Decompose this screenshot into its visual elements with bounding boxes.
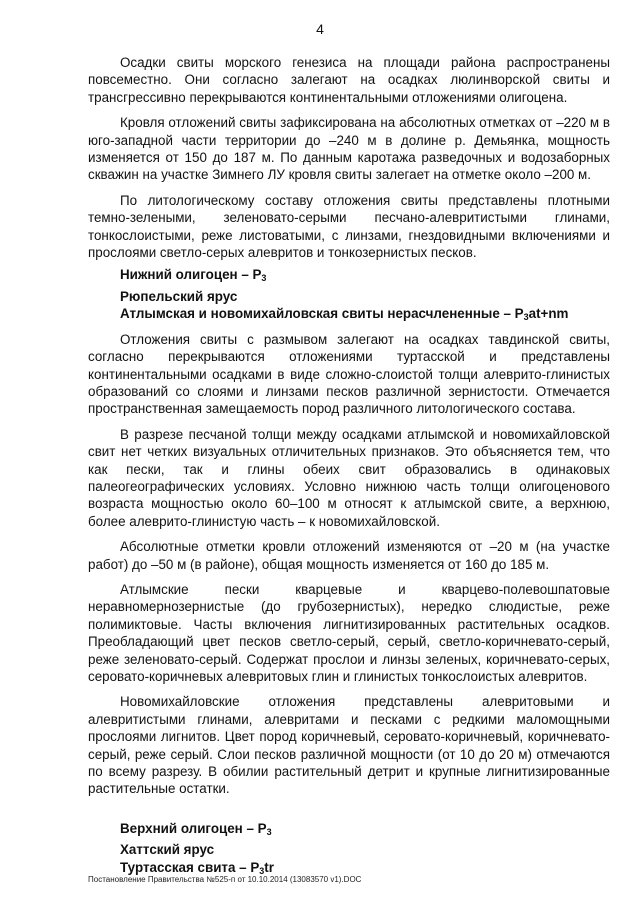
heading-turtas-suite: Туртасская свита – $Р_3tr$ bbox=[120, 859, 274, 876]
heading-rupelian-stage: Рюпельский ярус bbox=[120, 288, 238, 304]
page-number: 4 bbox=[316, 21, 324, 37]
section-heading-lower-oligocene bbox=[88, 266, 610, 326]
paragraph-absolute-marks: Абсолютные отметки кровли отложений изменяются от –20 м (на участке работ) до –50 м (в районе), общая мощность изменяется от 160 до 185 м. bbox=[88, 539, 610, 572]
paragraph-marine-deposits: Осадки свиты морского генезиса на площади района распространены повсеместно. Они согласно залегают на осадках люлинворской свиты и трансгрессивно перекрываются континентальными отложениями олигоцена. bbox=[88, 55, 610, 105]
document-footer: Постановление Правительства №525-п от 10.10.2014 (13083570 v1).DOC bbox=[88, 875, 362, 884]
paragraph-sand-section: В разрезе песчаной толщи между осадками атлымской и новомихайловской свит нет четких визуальных отличительных признаков. Это объясняется тем, что как пески, так и глины обеих свит образовались в одинаковых палеогеографических условиях. Условно нижнюю часть толщи олигоценового возраста мощностью около 60–100 м относят к атлымской свите, а верхнюю, более алеврито-глинистую часть – к новомихайловской. bbox=[88, 426, 610, 529]
paragraph-suite-deposits: Отложения свиты с размывом залегают на осадках тавдинской свиты, согласно перекрываются отложениями туртасской и представлены континентальными осадками в виде сложно-слоистой толщи алеврито-глинистых образований со слоями и линзами песков различной зернистости. Отмечается пространственная замещаемость пород различного литологического состава. bbox=[88, 331, 610, 417]
paragraph-atlym-sands: Атлымские пески кварцевые и кварцево-полевошпатовые неравномернозернистые (до грубозернистых), нередко слюдистые, реже полимиктовые. Часты включения лигнитизированных растительных осадков. Преобладающий цвет песков светло-серый, серый, светло-коричневато-серый, реже зеленовато-серый. Содержат прослои и линзы зеленых, коричневато-серых, серовато-коричневых алевритовых глин и глинистых тонкослоистых алевритов. bbox=[88, 581, 610, 684]
paragraph-roof-elevation: Кровля отложений свиты зафиксирована на абсолютных отметках от –220 м в юго-западной части территории до –240 м в долине р. Демьянка, мощность изменяется от 150 до 187 м. По данным каротажа разведочных и водозаборных скважин на участке Зимнего ЛУ кровля свиты залегает на отметке около –200 м. bbox=[88, 115, 610, 183]
heading-lower-oligocene: Нижний олигоцен – $Р_3$ bbox=[120, 267, 267, 284]
paragraph-novomikhailovka-deposits: Новомихайловские отложения представлены алевритовыми и алевритистыми глинами, алевритами и песками с редкими маломощными прослоями лигнитов. Цвет пород коричневый, серовато-коричневый, коричневато-серый, реже серый. Слои песков различной мощности (от 10 до 20 м) отмечаются по всему разрезу. В обилии растительный детрит и крупные лигнитизированные растительные остатки. bbox=[88, 694, 610, 797]
document-body bbox=[88, 54, 610, 880]
heading-chattian-stage: Хаттский ярус bbox=[120, 842, 215, 858]
heading-upper-oligocene: Верхний олигоцен – $Р_3$ bbox=[120, 820, 272, 837]
heading-atlym-novomikhailovka: Атлымская и новомихайловская свиты нерасчлененные – $Р_3at+nm$ bbox=[120, 306, 569, 323]
paragraph-lithology: По литологическому составу отложения свиты представлены плотными темно-зелеными, зеленовато-серыми песчано-алевритистыми глинами, тонкослоистыми, реже листоватыми, с линзами, гнездовидными включениями и прослоями светло-серых алевритов и тонкозернистых песков. bbox=[88, 192, 610, 261]
section-heading-upper-oligocene bbox=[88, 820, 610, 880]
